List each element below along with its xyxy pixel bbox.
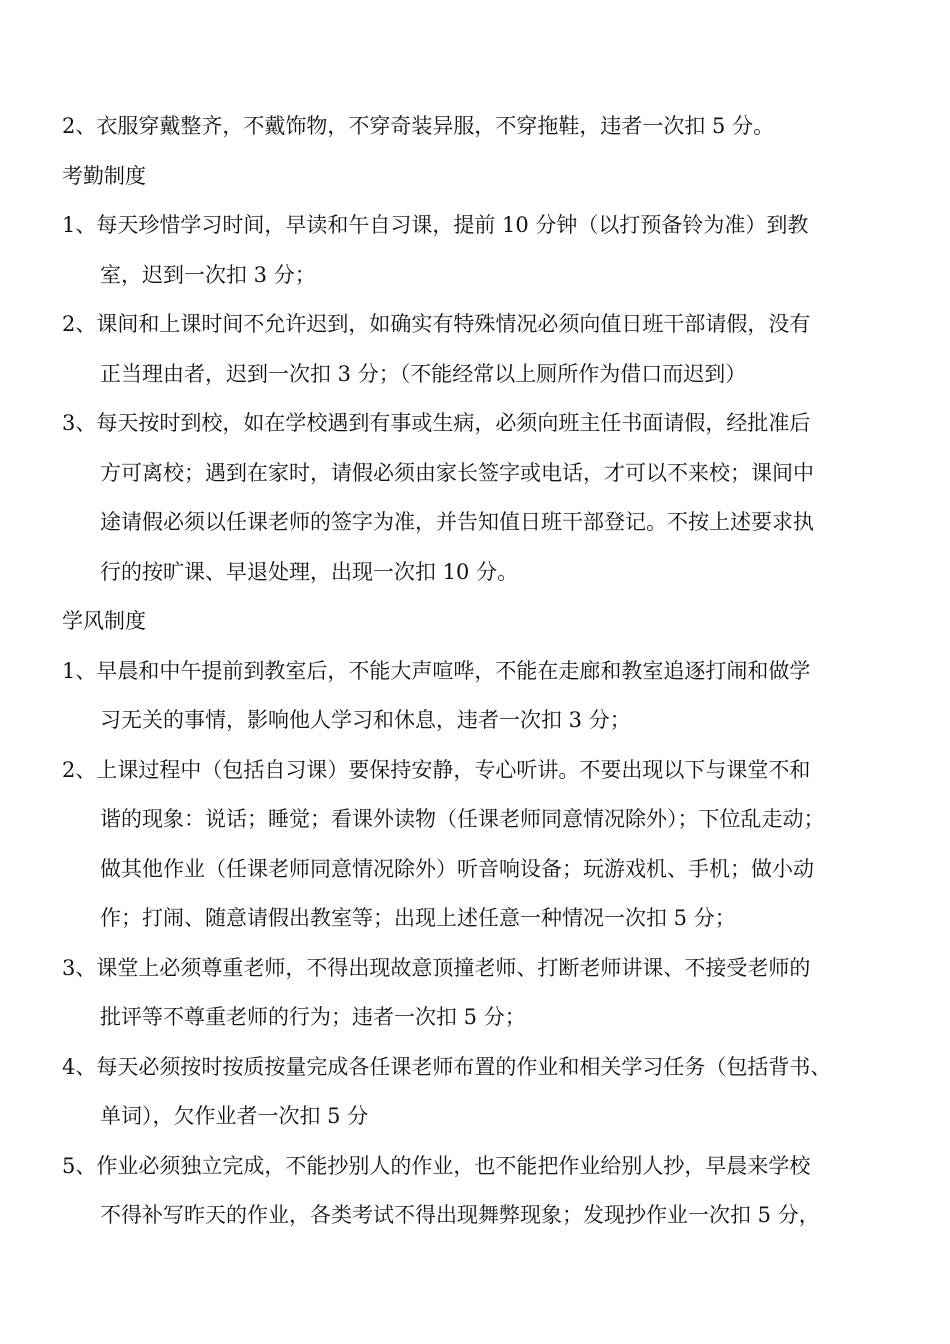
text-line: 1、每天珍惜学习时间，早读和午自习课，提前 10 分钟（以打预备铃为准）到教 <box>62 213 809 237</box>
text-line: 2、课间和上课时间不允许迟到，如确实有特殊情况必须向值日班干部请假，没有 <box>62 312 811 336</box>
text-line: 正当理由者，迟到一次扣 3 分；（不能经常以上厕所作为借口而迟到） <box>100 361 747 386</box>
section-heading-study: 学风制度 <box>62 609 146 633</box>
text-line: 习无关的事情，影响他人学习和休息，违者一次扣 3 分； <box>100 708 631 732</box>
text-line: 方可离校；遇到在家时，请假必须由家长签字或电话，才可以不来校；课间中 <box>100 460 814 485</box>
document-body <box>62 102 862 1241</box>
text-line: 1、早晨和中午提前到教室后，不能大声喧哗，不能在走廊和教室追逐打闹和做学 <box>62 658 811 683</box>
text-line: 批评等不尊重老师的行为；违者一次扣 5 分； <box>100 1005 526 1029</box>
text-line: 室，迟到一次扣 3 分； <box>100 262 316 287</box>
section-heading-attendance: 考勤制度 <box>62 163 146 188</box>
text-line: 4、每天必须按时按质按量完成各任课老师布置的作业和相关学习任务（包括背书、 <box>62 1054 832 1079</box>
text-line: 途请假必须以任课老师的签字为准，并告知值日班干部登记。不按上述要求执 <box>100 510 814 534</box>
text-line: 2、上课过程中（包括自习课）要保持安静，专心听讲。不要出现以下与课堂不和 <box>62 757 811 782</box>
text-line: 行的按旷课、早退处理，出现一次扣 10 分。 <box>100 559 519 584</box>
text-line: 做其他作业（任课老师同意情况除外）听音响设备；玩游戏机、手机；做小动 <box>100 856 814 881</box>
text-line: 单词），欠作业者一次扣 5 分 <box>100 1104 369 1128</box>
text-line: 5、作业必须独立完成，不能抄别人的作业，也不能把作业给别人抄，早晨来学校 <box>62 1153 811 1178</box>
text-line: 3、每天按时到校，如在学校遇到有事或生病，必须向班主任书面请假，经批准后 <box>62 411 811 435</box>
text-line: 作；打闹、随意请假出教室等；出现上述任意一种情况一次扣 5 分； <box>100 906 736 930</box>
text-line: 3、课堂上必须尊重老师，不得出现故意顶撞老师、打断老师讲课、不接受老师的 <box>62 955 811 980</box>
text-line: 不得补写昨天的作业，各类考试不得出现舞弊现象；发现抄作业一次扣 5 分， <box>100 1203 820 1227</box>
text-line: 谐的现象：说话；睡觉；看课外读物（任课老师同意情况除外）；下位乱走动； <box>100 807 825 831</box>
text-line: 2、衣服穿戴整齐，不戴饰物，不穿奇装异服，不穿拖鞋，违者一次扣 5 分。 <box>62 114 775 138</box>
